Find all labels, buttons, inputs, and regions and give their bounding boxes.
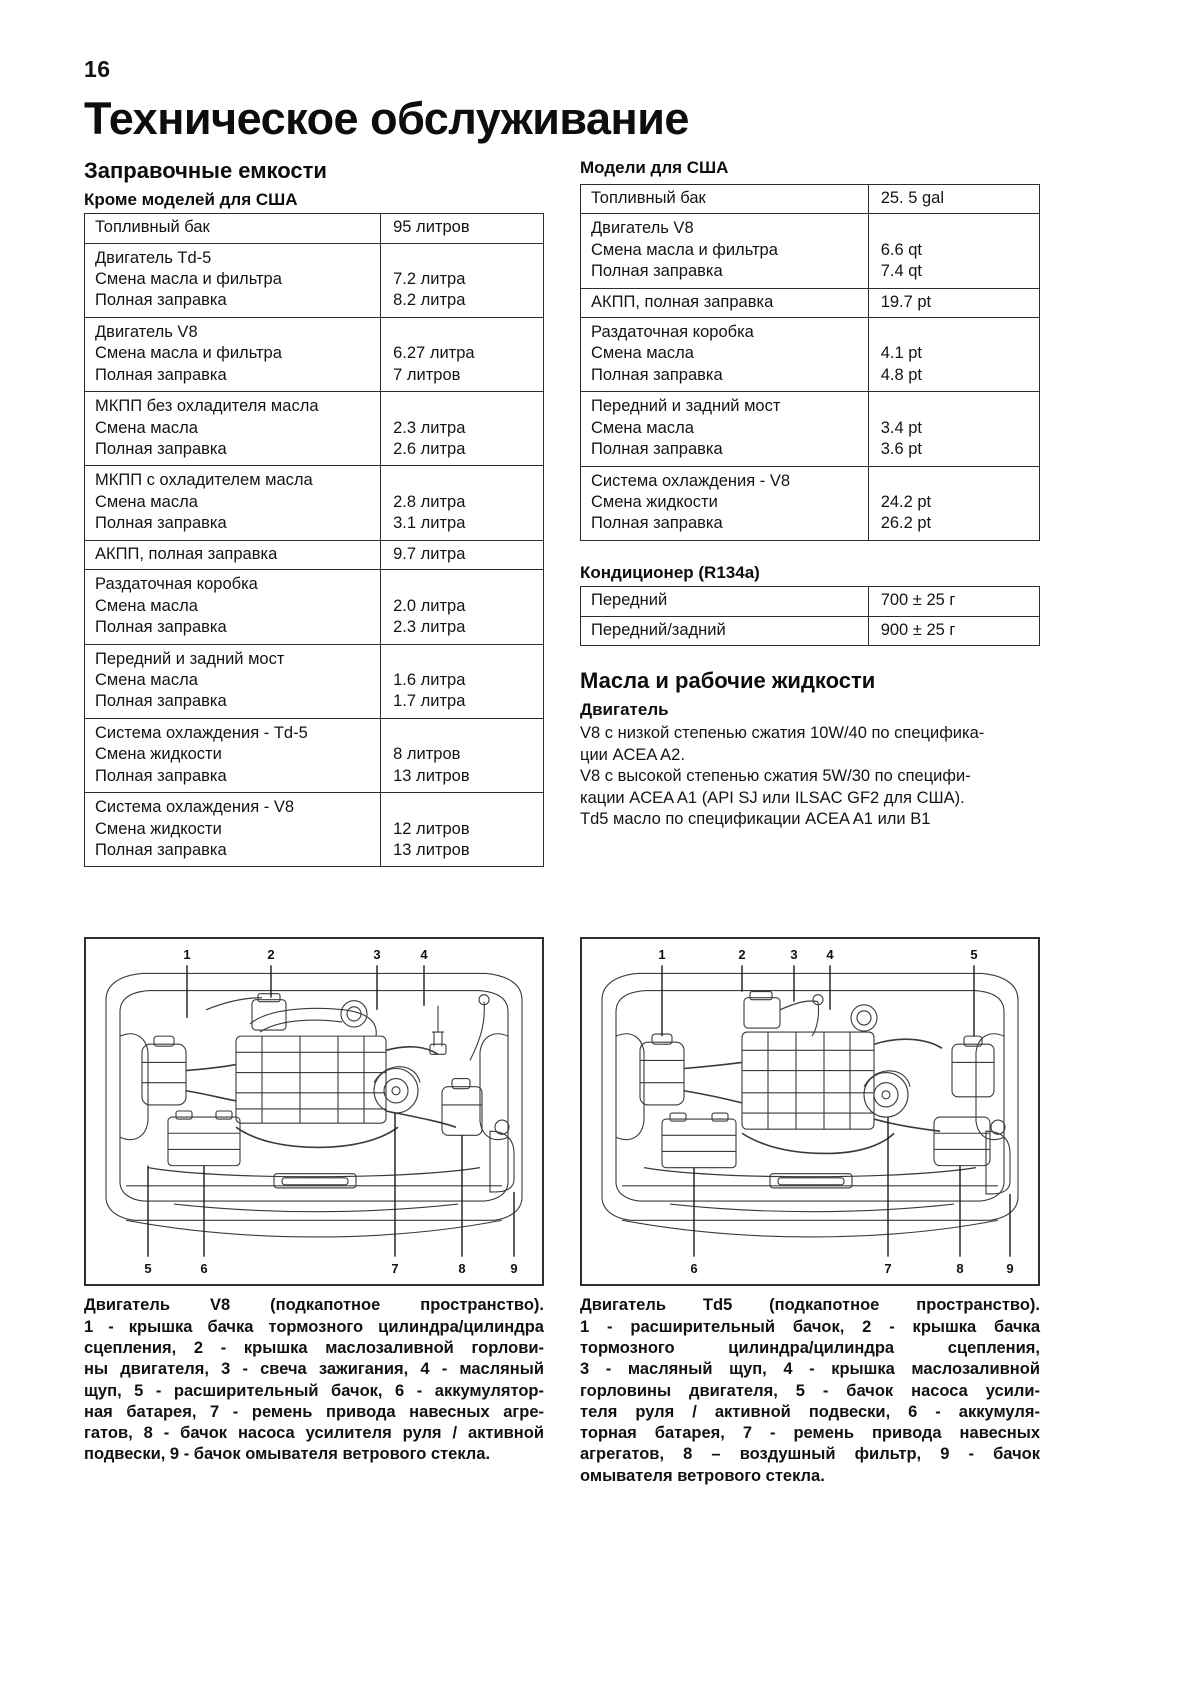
- spec-label-line: Полная заправка: [95, 618, 227, 637]
- ac-table-body: [581, 587, 1040, 646]
- spec-value-line: 900 ± 25 г: [880, 620, 956, 639]
- table-row: [85, 718, 544, 792]
- spec-label-cell: [85, 466, 381, 540]
- body-text-line: Td5 масло по спецификации ACEA A1 или B1: [580, 809, 931, 828]
- spec-label-line: Передний и задний мост: [95, 649, 285, 668]
- sub-heading-engine: Двигатель: [580, 699, 669, 719]
- spec-label-cell: [85, 392, 381, 466]
- spec-label-line: МКПП без охладителя масла: [95, 397, 319, 416]
- spec-value-cell: [868, 587, 1039, 616]
- table-row: [581, 184, 1040, 213]
- spec-value-line: 2.8 литра: [393, 492, 466, 511]
- caption-line: ны двигателя, 3 - свеча зажигания, 4 - масляный: [84, 1360, 544, 1379]
- spec-value-line: [881, 218, 1031, 239]
- table-heading-us: Модели для США: [580, 158, 729, 178]
- spacer: [580, 646, 1040, 668]
- spec-value-line: [393, 322, 535, 343]
- spec-label-line: Полная заправка: [95, 692, 227, 711]
- svg-text:8: 8: [956, 1261, 964, 1277]
- us-table-body: [581, 184, 1040, 540]
- spec-value-cell: [381, 793, 544, 867]
- spec-label-line: Система охлаждения - V8: [95, 798, 295, 817]
- spec-label-cell: [581, 317, 869, 391]
- svg-text:3: 3: [790, 947, 798, 963]
- caption-line: Двигатель Td5 (подкапотное пространство).: [580, 1296, 1040, 1315]
- spec-value-line: [393, 248, 535, 269]
- svg-text:9: 9: [510, 1261, 518, 1277]
- table-row: [85, 644, 544, 718]
- spec-label-line: Полная заправка: [95, 440, 227, 459]
- table-row: [85, 540, 544, 569]
- table-row: [581, 392, 1040, 466]
- caption-line: 3 - масляный щуп, 4 - крышка маслозаливной: [580, 1360, 1040, 1379]
- right-column: [580, 158, 1040, 830]
- spec-label-line: Полная заправка: [591, 440, 723, 459]
- spec-value-line: 2.3 литра: [393, 618, 466, 637]
- spec-value-line: 9.7 литра: [393, 544, 466, 563]
- spec-value-cell: [381, 243, 544, 317]
- svg-text:1: 1: [658, 947, 666, 963]
- body-text-line: V8 с высокой степенью сжатия 5W/30 по специфи-: [580, 767, 971, 786]
- spec-value-line: 1.6 литра: [393, 670, 466, 689]
- spec-label-cell: [85, 243, 381, 317]
- spec-value-line: 2.0 литра: [393, 596, 466, 615]
- spec-label-line: Двигатель V8: [95, 322, 198, 341]
- table-row: [85, 793, 544, 867]
- caption-line: гатов, 8 - бачок насоса усилителя руля / активной: [84, 1424, 544, 1443]
- spec-value-line: [393, 470, 535, 491]
- caption-line: тормозного цилиндра/цилиндра сцепления,: [580, 1339, 1040, 1358]
- spec-label-cell: [581, 616, 869, 645]
- spec-label-line: Двигатель Td-5: [95, 248, 212, 267]
- capacities-table-us: [580, 184, 1040, 541]
- spec-label-line: Раздаточная коробка: [95, 575, 258, 594]
- spec-value-cell: [868, 317, 1039, 391]
- spec-label-line: Смена масла: [95, 596, 198, 615]
- spec-value-line: 7.2 литра: [393, 269, 466, 288]
- table-heading-non-us: Кроме моделей для США: [84, 189, 298, 209]
- caption-line: теля руля / активной подвески, 6 - аккумуля-: [580, 1402, 1040, 1421]
- spec-label-line: Смена жидкости: [95, 745, 222, 764]
- spec-label-line: Смена масла и фильтра: [95, 344, 282, 363]
- table-row: [581, 214, 1040, 288]
- svg-text:5: 5: [970, 947, 978, 963]
- spec-value-cell: [381, 644, 544, 718]
- body-text-line: кации ACEA A1 (API SJ или ILSAC GF2 для США).: [580, 788, 965, 807]
- left-column: [78, 158, 544, 867]
- spec-value-cell: [381, 466, 544, 540]
- spec-value-line: 2.3 литра: [393, 418, 466, 437]
- spec-value-cell: [381, 392, 544, 466]
- svg-text:8: 8: [458, 1261, 466, 1277]
- spec-label-line: Смена масла: [95, 418, 198, 437]
- caption-line: агрегатов, 8 – воздушный фильтр, 9 - бачок: [580, 1445, 1040, 1464]
- spec-value-line: [393, 649, 535, 670]
- engine-v8-bay-diagram: [84, 937, 544, 1286]
- spec-value-line: 12 литров: [393, 819, 470, 838]
- spec-value-line: 13 литров: [393, 766, 470, 785]
- engine-oil-spec-text: [580, 723, 1040, 830]
- caption-line: щуп, 5 - расширительный бачок, 6 - аккумулятор-: [84, 1381, 544, 1400]
- spec-value-line: 26.2 pt: [880, 514, 932, 533]
- table-row: [581, 587, 1040, 616]
- body-text-line: V8 с низкой степенью сжатия 10W/40 по специфика-: [580, 724, 985, 743]
- caption-line: ная батарея, 7 - ремень привода навесных агре-: [84, 1402, 544, 1421]
- svg-text:2: 2: [738, 947, 746, 963]
- two-column-body: [78, 158, 1122, 867]
- section-heading-oils: Масла и рабочие жидкости: [580, 668, 876, 694]
- spec-value-line: 3.6 pt: [880, 440, 922, 459]
- spec-value-line: 3.1 литра: [393, 514, 466, 533]
- table-row: [85, 317, 544, 391]
- spec-label-cell: [85, 317, 381, 391]
- table-row: [581, 466, 1040, 540]
- spec-label-line: Передний: [591, 591, 668, 610]
- caption-line: торная батарея, 7 - ремень привода навесных: [580, 1424, 1040, 1443]
- svg-text:9: 9: [1006, 1261, 1014, 1277]
- caption-line: омывателя ветрового стекла.: [580, 1466, 825, 1485]
- svg-text:2: 2: [267, 947, 275, 963]
- spec-value-line: 6.6 qt: [880, 240, 922, 259]
- spec-value-line: 1.7 литра: [393, 692, 466, 711]
- spec-label-cell: [85, 718, 381, 792]
- svg-text:6: 6: [200, 1261, 208, 1277]
- figure-caption-td5: [580, 1295, 1040, 1487]
- figure-caption-v8: [84, 1295, 544, 1465]
- section-heading-capacities: Заправочные емкости: [84, 158, 327, 184]
- caption-line: подвески, 9 - бачок омывателя ветрового стекла.: [84, 1445, 491, 1464]
- engine-bay-illustration-td5: [582, 939, 1038, 1284]
- spec-value-line: [881, 396, 1031, 417]
- spec-label-line: Передний и задний мост: [591, 397, 781, 416]
- spec-value-cell: [381, 317, 544, 391]
- spec-label-cell: [85, 540, 381, 569]
- table-row: [85, 243, 544, 317]
- spec-value-line: 8 литров: [393, 745, 461, 764]
- table-row: [581, 616, 1040, 645]
- spec-value-cell: [381, 570, 544, 644]
- caption-line: горловины двигателя, 5 - бачок насоса усили-: [580, 1381, 1040, 1400]
- table-row: [581, 317, 1040, 391]
- spacer: [580, 541, 1040, 563]
- spec-value-line: 4.1 pt: [880, 344, 922, 363]
- spec-label-cell: [85, 214, 381, 243]
- spec-value-cell: [381, 214, 544, 243]
- figure-engine-v8: [84, 937, 544, 1487]
- spec-value-line: [393, 723, 535, 744]
- spec-label-line: Полная заправка: [591, 262, 723, 281]
- svg-text:4: 4: [826, 947, 834, 963]
- svg-text:3: 3: [373, 947, 381, 963]
- table-row: [85, 466, 544, 540]
- spec-value-line: [393, 396, 535, 417]
- svg-text:7: 7: [884, 1261, 892, 1277]
- spec-value-line: 2.6 литра: [393, 440, 466, 459]
- figure-engine-td5: [580, 937, 1040, 1487]
- spec-value-line: [393, 574, 535, 595]
- spec-label-line: Система охлаждения - V8: [591, 471, 791, 490]
- spec-value-cell: [868, 214, 1039, 288]
- spec-label-cell: [581, 184, 869, 213]
- spec-label-line: МКПП с охладителем масла: [95, 471, 313, 490]
- caption-line: Двигатель V8 (подкапотное пространство).: [84, 1296, 544, 1315]
- spec-value-line: 25. 5 gal: [880, 188, 944, 207]
- spec-value-line: 7 литров: [393, 365, 461, 384]
- table-row: [85, 570, 544, 644]
- spec-label-line: Раздаточная коробка: [591, 322, 754, 341]
- svg-text:5: 5: [144, 1261, 152, 1277]
- spec-label-line: Смена жидкости: [591, 493, 718, 512]
- spec-label-line: Полная заправка: [95, 291, 227, 310]
- spec-label-cell: [85, 644, 381, 718]
- spec-label-line: Полная заправка: [591, 365, 723, 384]
- table-row: [85, 214, 544, 243]
- spec-value-line: 3.4 pt: [880, 418, 922, 437]
- engine-td5-bay-diagram: [580, 937, 1040, 1286]
- spec-label-line: АКПП, полная заправка: [591, 292, 774, 311]
- spec-label-line: Смена масла: [591, 418, 694, 437]
- spec-label-line: Передний/задний: [591, 620, 726, 639]
- spec-label-line: Двигатель V8: [591, 219, 694, 238]
- spec-label-cell: [581, 587, 869, 616]
- spec-label-line: Полная заправка: [95, 766, 227, 785]
- caption-line: 1 - крышка бачка тормозного цилиндра/цилиндра: [84, 1317, 544, 1336]
- spec-label-line: Смена масла и фильтра: [95, 269, 282, 288]
- spec-label-cell: [85, 570, 381, 644]
- spec-value-cell: [868, 466, 1039, 540]
- spec-value-cell: [381, 540, 544, 569]
- spec-value-line: 4.8 pt: [880, 365, 922, 384]
- spec-value-cell: [868, 184, 1039, 213]
- spec-label-line: АКПП, полная заправка: [95, 544, 278, 563]
- capacities-table-non-us: [84, 213, 544, 867]
- spec-label-cell: [581, 288, 869, 317]
- spec-label-line: Смена жидкости: [95, 819, 222, 838]
- page-title: Техническое обслуживание: [84, 93, 689, 144]
- spec-value-line: 6.27 литра: [393, 344, 475, 363]
- spec-label-cell: [581, 214, 869, 288]
- spec-value-line: 700 ± 25 г: [880, 591, 956, 610]
- spec-label-line: Полная заправка: [95, 514, 227, 533]
- table-row: [85, 392, 544, 466]
- spec-value-cell: [868, 392, 1039, 466]
- spec-label-line: Смена масла и фильтра: [591, 240, 778, 259]
- svg-text:6: 6: [690, 1261, 698, 1277]
- air-conditioner-table: [580, 586, 1040, 646]
- spec-label-line: Полная заправка: [95, 365, 227, 384]
- engine-bay-illustration-v8: [86, 939, 542, 1284]
- spec-value-line: 7.4 qt: [880, 262, 922, 281]
- spec-value-line: [393, 797, 535, 818]
- body-text-line: ции ACEA A2.: [580, 745, 685, 764]
- svg-text:4: 4: [420, 947, 428, 963]
- spec-value-line: [881, 471, 1031, 492]
- spec-label-line: Смена масла: [591, 344, 694, 363]
- spec-label-cell: [581, 466, 869, 540]
- caption-line: сцепления, 2 - крышка маслозаливной горлови-: [84, 1339, 544, 1358]
- spec-label-line: Полная заправка: [95, 841, 227, 860]
- spec-value-cell: [868, 616, 1039, 645]
- spec-label-cell: [85, 793, 381, 867]
- page-number: 16: [84, 56, 111, 82]
- capacities-table-body: [85, 214, 544, 867]
- spec-value-line: 24.2 pt: [880, 493, 932, 512]
- spec-value-line: 13 литров: [393, 841, 470, 860]
- caption-line: 1 - расширительный бачок, 2 - крышка бачка: [580, 1317, 1040, 1336]
- table-row: [581, 288, 1040, 317]
- spec-value-line: 8.2 литра: [393, 291, 466, 310]
- spec-label-line: Система охлаждения - Td-5: [95, 723, 308, 742]
- spec-value-line: [881, 322, 1031, 343]
- table-heading-air-conditioner: Кондиционер (R134a): [580, 562, 760, 582]
- spec-label-line: Топливный бак: [591, 188, 706, 207]
- spec-label-line: Смена масла: [95, 492, 198, 511]
- spec-label-cell: [581, 392, 869, 466]
- spec-label-line: Смена масла: [95, 670, 198, 689]
- svg-text:1: 1: [183, 947, 191, 963]
- spec-value-line: 95 литров: [393, 218, 470, 237]
- spec-value-cell: [381, 718, 544, 792]
- spec-label-line: Полная заправка: [591, 514, 723, 533]
- spec-value-cell: [868, 288, 1039, 317]
- spec-label-line: Топливный бак: [95, 218, 210, 237]
- figures-row: [78, 937, 1122, 1487]
- spec-value-line: 19.7 pt: [880, 292, 932, 311]
- svg-text:7: 7: [391, 1261, 399, 1277]
